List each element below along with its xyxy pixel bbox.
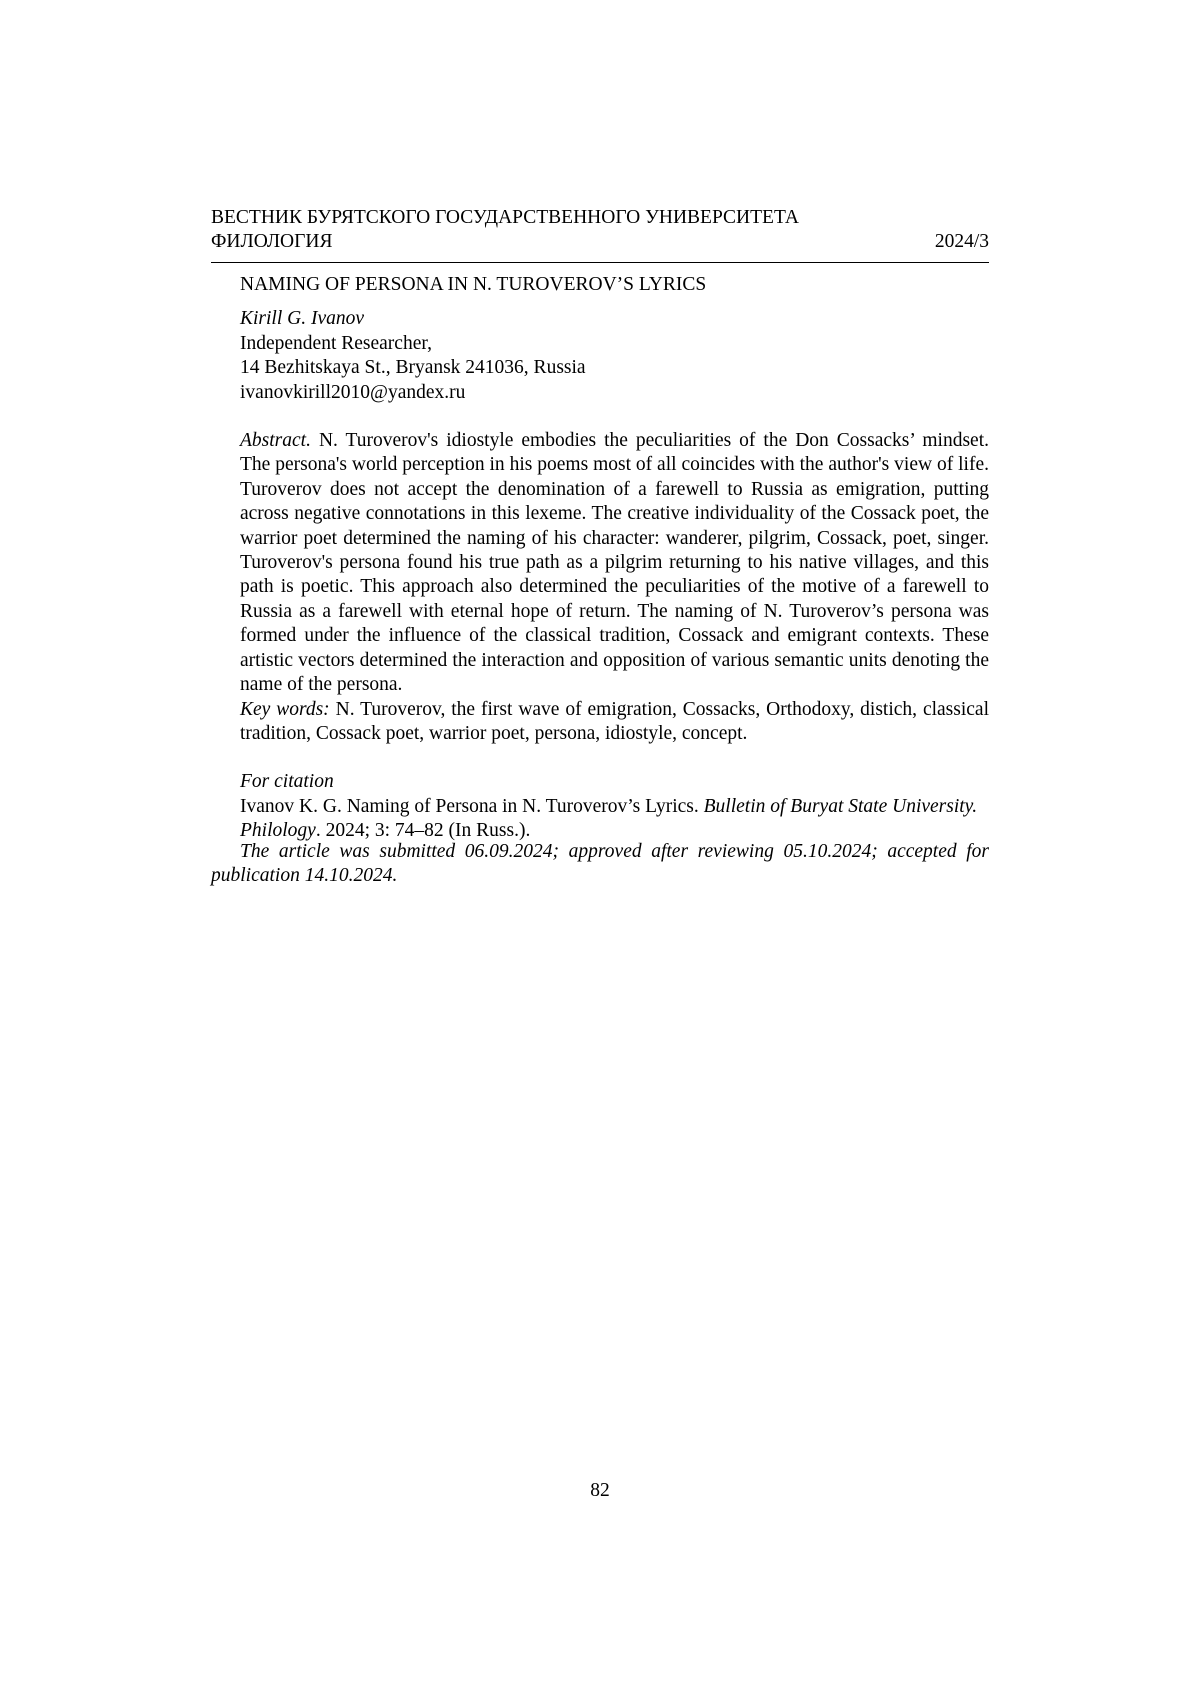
article-block [240, 273, 989, 844]
page-number: 82 [590, 1480, 610, 1501]
author-affiliation: Independent Researcher, [240, 332, 432, 354]
citation-text-before: Ivanov K. G. Naming of Persona in N. Turoverov’s Lyrics. [240, 795, 699, 817]
keywords-label: Key words: [240, 698, 330, 720]
citation-text [240, 795, 989, 844]
running-head [211, 206, 989, 254]
journal-section: ФИЛОЛОГИЯ [211, 231, 333, 252]
author-block [240, 307, 989, 405]
keywords-text: N. Turoverov, the first wave of emigration, Cossacks, Orthodoxy, distich, classical tradition, Cossack poet, warrior poet, persona, idiostyle, concept. [240, 698, 989, 744]
citation-block [240, 770, 989, 843]
author-address: 14 Bezhitskaya St., Bryansk 241036, Russia [240, 357, 586, 379]
abstract-label: Abstract. [240, 430, 311, 452]
abstract-block [240, 429, 989, 746]
keywords-paragraph [240, 698, 989, 747]
citation-label: For citation [240, 771, 334, 793]
citation-text-after: . 2024; 3: 74–82 (In Russ.). [315, 820, 531, 842]
submission-note: The article was submitted 06.09.2024; approved after reviewing 05.10.2024; accepted for publication 14.10.2024. [211, 841, 989, 887]
abstract-paragraph [240, 429, 989, 697]
citation-journal: Bulletin of Buryat State University. Philology [240, 795, 978, 842]
header-rule [211, 262, 989, 263]
issue-number: 2024/3 [934, 231, 989, 252]
author-name: Kirill G. Ivanov [240, 308, 365, 330]
article-title: NAMING OF PERSONA IN N. TUROVEROV’S LYRICS [240, 274, 707, 295]
author-email[interactable]: ivanovkirill2010@yandex.ru [240, 381, 466, 403]
journal-name: ВЕСТНИК БУРЯТСКОГО ГОСУДАРСТВЕННОГО УНИВЕРСИТЕТА [211, 207, 799, 228]
abstract-text: N. Turoverov's idiostyle embodies the peculiarities of the Don Cossacks’ mindset. The persona's world perception in his poems most of all coincides with the author's view of life. Turoverov does not accept the denomination of a farewell to Russia as emigration, putting across negative connotations in this lexeme. The creative individuality of the Cossack poet, the warrior poet determined the naming of his character: wanderer, pilgrim, Cossack, poet, singer. Turoverov's persona found his true path as a pilgrim returning to his native villages, and this path is poetic. This approach also determined the peculiarities of the motive of a farewell to Russia as a farewell with eternal hope of return. The naming of N. Turoverov’s persona was formed under the influence of the classical tradition, Cossack and emigrant contexts. These artistic vectors determined the interaction and opposition of various semantic units denoting the name of the persona. [240, 430, 989, 696]
